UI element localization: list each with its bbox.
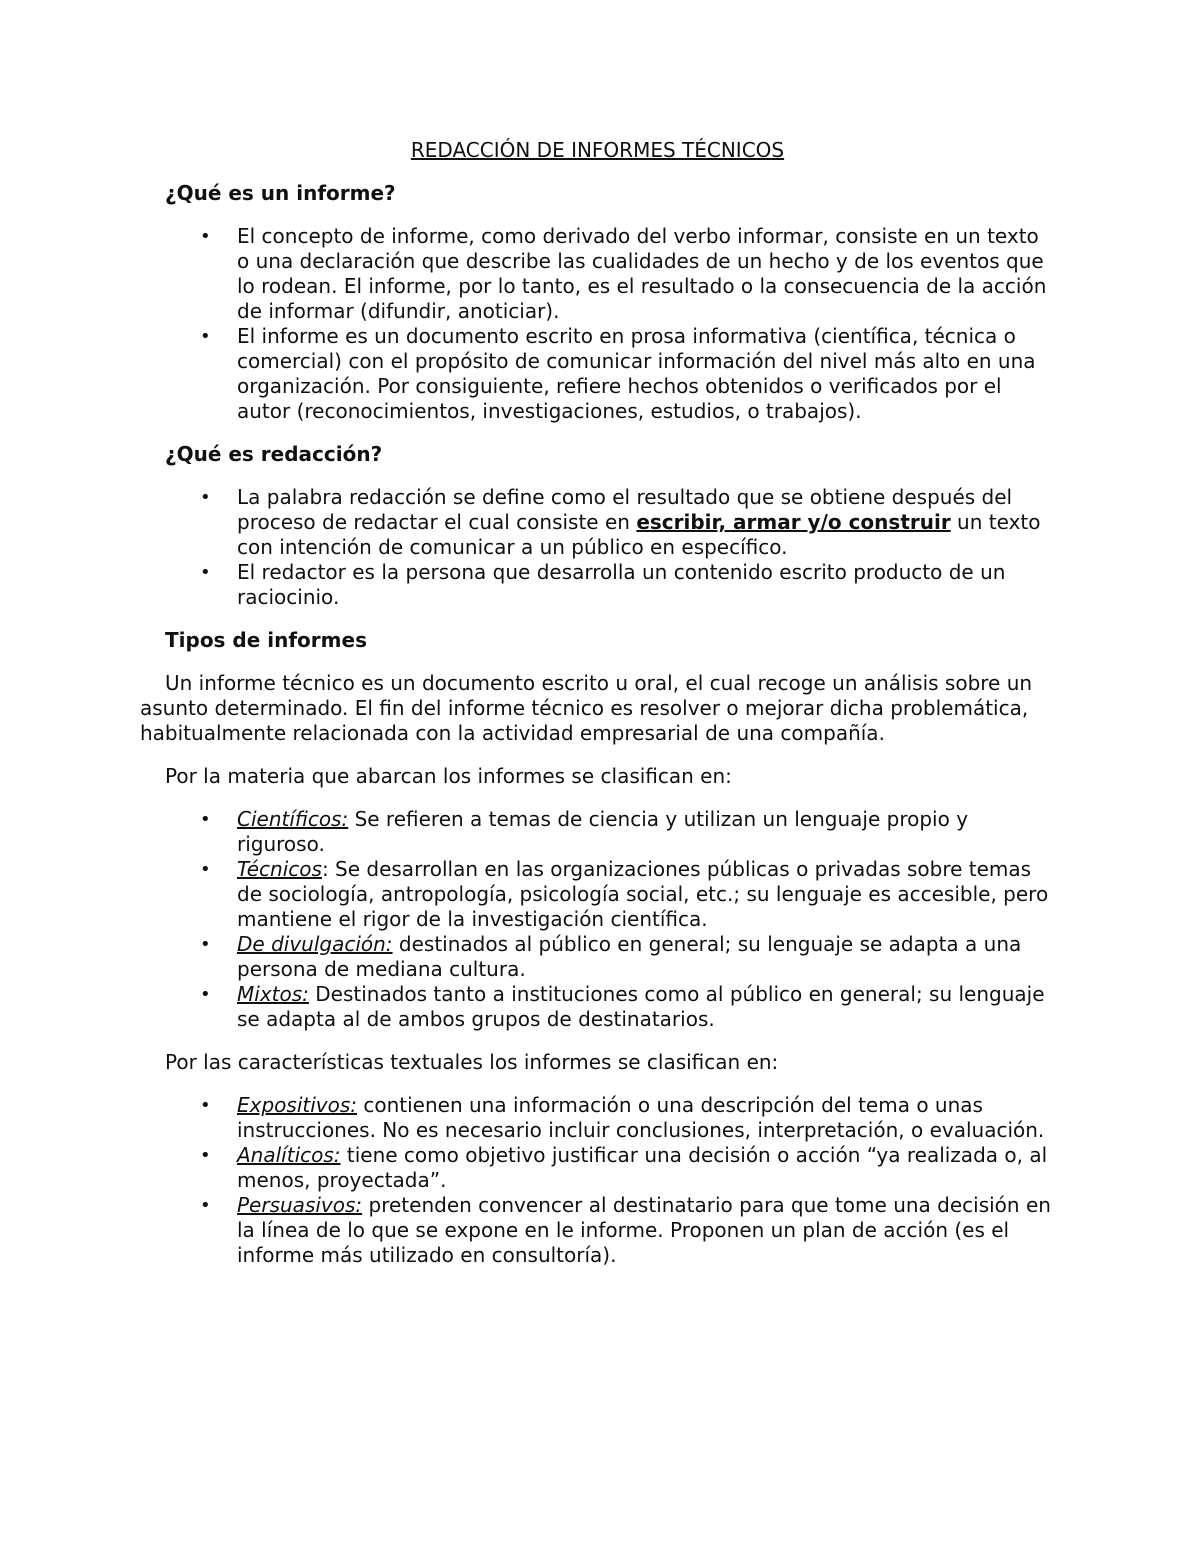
list-item-text: un texto con intención de comunicar a un público en específico. [237,510,1041,559]
bullet-icon: • [200,934,211,955]
term-label: Mixtos: [237,982,309,1006]
list-item [140,857,1055,932]
list-item-text: El redactor es la persona que desarrolla un contenido escrito producto de un raciocinio. [237,560,1006,609]
term-label: Técnicos [237,857,322,881]
bullet-icon: • [200,859,211,880]
list-item-text: destinados al público en general; su lenguaje se adapta a una persona de mediana cultura. [237,932,1022,981]
by-subject-bullet-list [140,807,1055,1032]
list-item [140,224,1055,324]
list-item [140,807,1055,857]
bullet-icon: • [200,984,211,1005]
bullet-icon: • [200,809,211,830]
list-item [140,1143,1055,1193]
paragraph-intro: Un informe técnico es un documento escrito u oral, el cual recoge un análisis sobre un asunto determinado. El fin del informe técnico es resolver o mejorar dicha problemática, habitualmente relacionada con la actividad empresarial de una compañía. [140,671,1033,745]
bullet-icon: • [200,562,211,583]
list-item-text: El concepto de informe, como derivado del verbo informar, consiste en un texto o una declaración que describe las cualidades de un hecho y de los eventos que lo rodean. El informe, por lo tanto, es el resultado o la consecuencia de la acción de informar (difundir, anoticiar). [237,224,1047,323]
emphasis-text: escribir, armar y/o construir [636,510,951,534]
list-item [140,982,1055,1032]
by-text-bullet-list [140,1093,1055,1268]
bullet-icon: • [200,326,211,347]
list-item-text: El informe es un documento escrito en prosa informativa (científica, técnica o comercial) con el propósito de comunicar información del nivel más alto en una organización. Por consiguiente, refiere hechos obtenidos o verificados por el autor (reconocimientos, investigaciones, estudios, o trabajos). [237,324,1036,423]
list-item [140,324,1055,424]
term-label: Analíticos: [237,1143,341,1167]
document-page [140,138,1055,1286]
bullet-icon: • [200,487,211,508]
paragraph-by-subject: Por la materia que abarcan los informes se clasifican en: [165,764,732,788]
list-item [140,932,1055,982]
list-item [140,485,1055,560]
heading-que-es-redaccion: ¿Qué es redacción? [165,442,383,466]
term-label: Expositivos: [237,1093,358,1117]
list-item [140,1193,1055,1268]
redaccion-bullet-list [140,485,1055,610]
term-label: Científicos: [237,807,349,831]
list-item-text: : Se desarrollan en las organizaciones públicas o privadas sobre temas de sociología, antropología, psicología social, etc.; su lenguaje es accesible, pero mantiene el rigor de la investigación científica. [237,857,1049,931]
document-title: REDACCIÓN DE INFORMES TÉCNICOS [410,138,785,162]
paragraph-by-text: Por las características textuales los informes se clasifican en: [165,1050,779,1074]
bullet-icon: • [200,226,211,247]
bullet-icon: • [200,1195,211,1216]
bullet-icon: • [200,1095,211,1116]
list-item [140,560,1055,610]
list-item-text: La palabra redacción se define como el resultado que se obtiene después del proceso de redactar el cual consiste en [237,485,1013,534]
informe-bullet-list [140,224,1055,424]
bullet-icon: • [200,1145,211,1166]
term-label: Persuasivos: [237,1193,363,1217]
heading-tipos-informes: Tipos de informes [165,628,367,652]
list-item-text: tiene como objetivo justificar una decisión o acción “ya realizada o, al menos, proyectada”. [237,1143,1048,1192]
list-item-text: pretenden convencer al destinatario para que tome una decisión en la línea de lo que se expone en le informe. Proponen un plan de acción (es el informe más utilizado en consultoría). [237,1193,1051,1267]
list-item-text: Se refieren a temas de ciencia y utilizan un lenguaje propio y riguroso. [237,807,969,856]
heading-que-es-informe: ¿Qué es un informe? [165,181,396,205]
list-item [140,1093,1055,1143]
term-label: De divulgación: [237,932,393,956]
list-item-text: Destinados tanto a instituciones como al público en general; su lenguaje se adapta al de ambos grupos de destinatarios. [237,982,1045,1031]
list-item-text: contienen una información o una descripción del tema o unas instrucciones. No es necesario incluir conclusiones, interpretación, o evaluación. [237,1093,1045,1142]
